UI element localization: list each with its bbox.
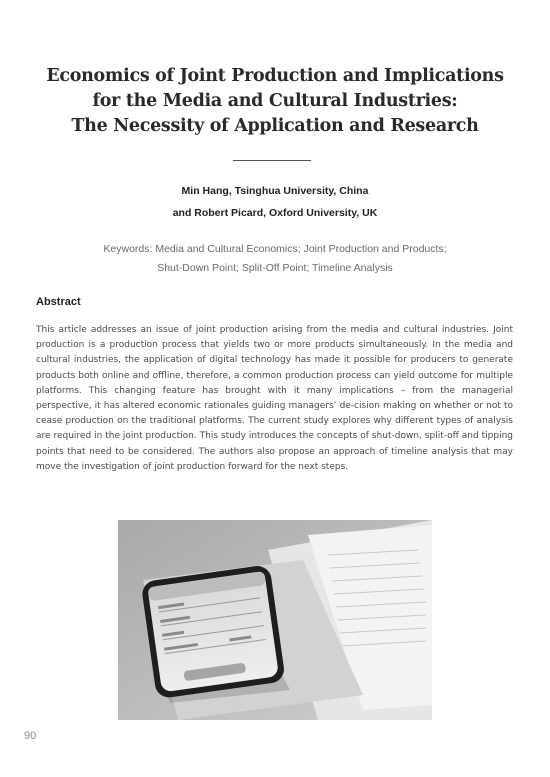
title-line: for the Media and Cultural Industries: — [92, 91, 458, 111]
author-line: and Robert Picard, Oxford University, UK — [172, 207, 378, 219]
abstract-heading: Abstract — [36, 296, 81, 308]
keywords-line: Shut-Down Point; Split-Off Point; Timeline Analysis — [157, 262, 393, 274]
title-line: Economics of Joint Production and Implications — [46, 66, 504, 86]
author-line: Min Hang, Tsinghua University, China — [181, 185, 369, 197]
smartphone-photo — [118, 520, 432, 720]
photo-illustration — [118, 520, 432, 720]
keywords-line: Keywords: Media and Cultural Economics; Joint Production and Products; — [103, 243, 447, 255]
keywords — [40, 240, 510, 278]
article-title — [40, 64, 510, 139]
page-number: 90 — [24, 730, 37, 742]
abstract-body: This article addresses an issue of joint production arising from the media and cultural industries. Joint production is a production process that yields two or more products simultaneously. In the media and cultural industries, the application of digital technology has made it possible for producers to generate products both online and offline, therefore, a common production process can yield outcome for multiple platforms. This changing feature has brought with it many implications – from the managerial perspective, it has altered economic rationales guiding managers’ de-cision making on whether or not to cease production on the traditional platforms. The current study explores why different types of analysis are required in the joint production. This study introduces the concepts of shut-down, split-off and tipping points that need to be considered. The authors also propose an approach of timeline analysis that may move the investigation of joint production forward for the next steps. — [36, 325, 513, 472]
title-divider — [233, 160, 311, 161]
title-line: The Necessity of Application and Research — [71, 116, 479, 136]
authors — [40, 180, 510, 224]
